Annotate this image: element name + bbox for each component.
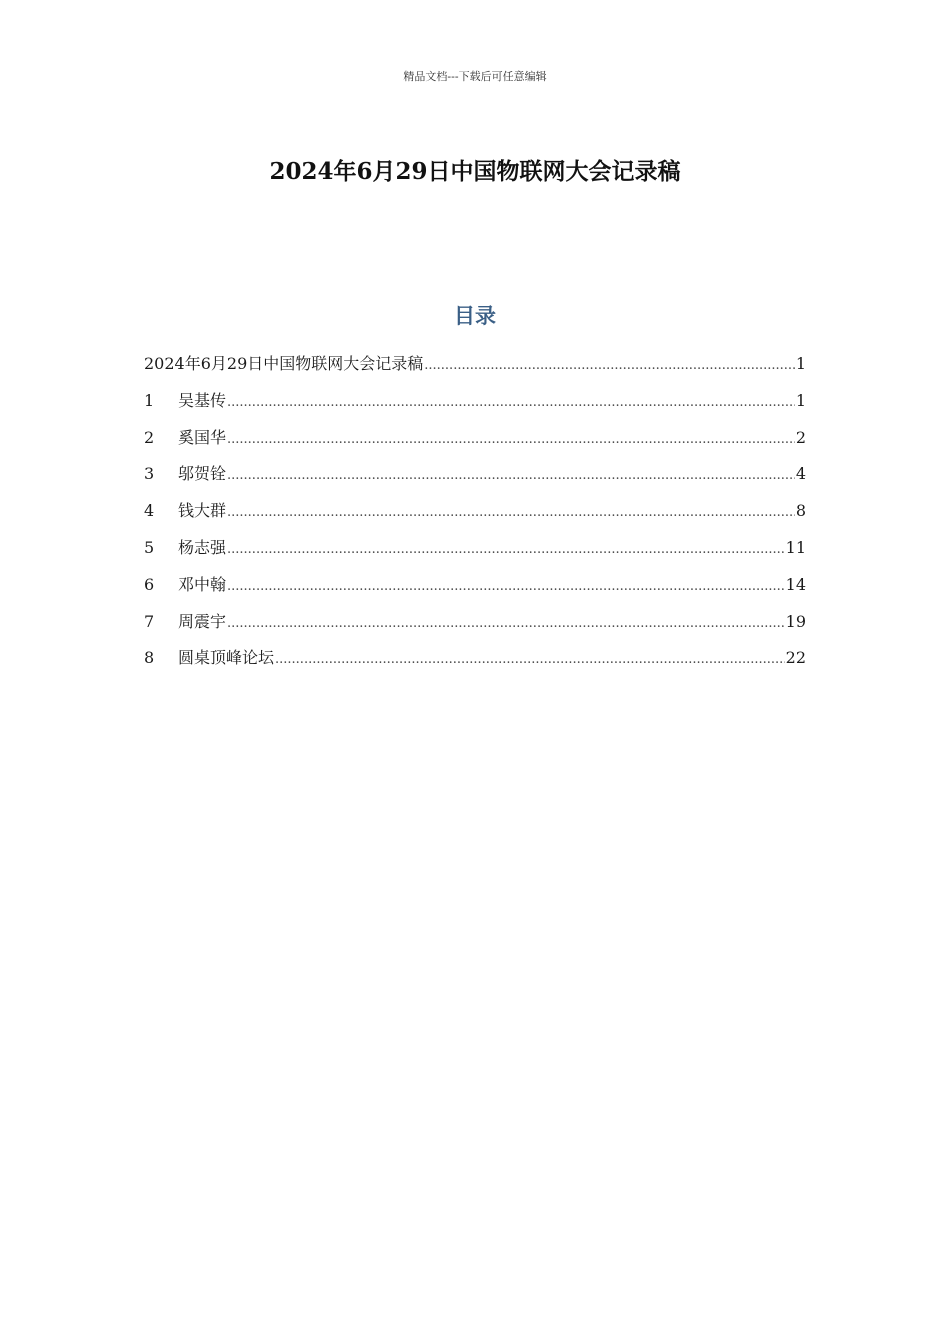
toc-dot-leader [227, 426, 795, 454]
toc-entry-number: 5 [144, 537, 155, 557]
toc-entry-text: 奚国华 [178, 427, 227, 447]
toc-entry-number: 7 [144, 611, 155, 631]
toc-entry-3[interactable] [144, 460, 806, 497]
toc-entry-1[interactable] [144, 387, 806, 424]
toc-entry-text: 圆桌顶峰论坛 [178, 648, 275, 668]
toc-entry-number: 8 [144, 648, 155, 668]
toc-entry-5[interactable] [144, 534, 806, 571]
toc-dot-leader [275, 646, 785, 674]
toc-entry-text: 钱大群 [178, 501, 227, 521]
toc-entry-4[interactable] [144, 497, 806, 534]
toc-entry-text: 杨志强 [178, 537, 227, 557]
toc-entry-number: 1 [144, 390, 155, 410]
toc-page-number: 1 [795, 390, 806, 410]
toc-entry-text: 吴基传 [178, 390, 227, 410]
page-header: 精品文档---下载后可任意编辑 [403, 70, 547, 83]
toc-page-number: 22 [785, 648, 806, 668]
toc-dot-leader [424, 352, 795, 380]
toc-page-number: 11 [785, 537, 806, 557]
toc-entry-number: 6 [144, 574, 155, 594]
toc-entry-text: 邓中翰 [178, 574, 227, 594]
toc-entry-title[interactable] [144, 350, 806, 387]
toc-dot-leader [227, 499, 795, 527]
toc-entry-number: 3 [144, 464, 155, 484]
toc-entry-text: 周震宇 [178, 611, 227, 631]
toc-page-number: 4 [795, 464, 806, 484]
toc-entry-text: 2024年6月29日中国物联网大会记录稿 [144, 354, 424, 373]
toc-entry-text: 邬贺铨 [178, 464, 227, 484]
toc-dot-leader [227, 536, 785, 564]
toc-dot-leader [227, 462, 795, 490]
toc-page-number: 8 [795, 501, 806, 521]
toc-entry-7[interactable] [144, 608, 806, 645]
toc-dot-leader [227, 610, 785, 638]
toc-page-number: 2 [795, 427, 806, 447]
toc-entry-8[interactable] [144, 644, 806, 681]
toc-page-number: 19 [785, 611, 806, 631]
toc-dot-leader [227, 389, 795, 417]
toc-heading: 目录 [454, 304, 496, 328]
toc-page-number: 1 [795, 354, 806, 373]
document-title: 2024年6月29日中国物联网大会记录稿 [269, 158, 681, 185]
toc-dot-leader [227, 573, 785, 601]
toc-entry-2[interactable] [144, 424, 806, 461]
toc-entry-number: 2 [144, 427, 155, 447]
table-of-contents [144, 350, 806, 681]
toc-page-number: 14 [785, 574, 806, 594]
toc-entry-6[interactable] [144, 571, 806, 608]
toc-entry-number: 4 [144, 501, 155, 521]
